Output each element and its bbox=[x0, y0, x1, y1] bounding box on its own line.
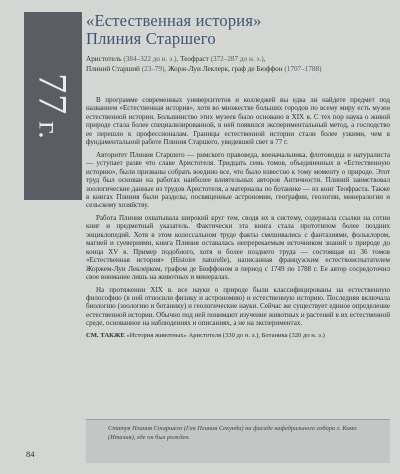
person-pliny: Плиний Старший bbox=[86, 65, 140, 73]
person-aristotle-dates: (384–322 до н. э.), bbox=[123, 55, 179, 63]
paragraph-2: Авторитет Плиния Старшего — римского правоведа, военачальника, флотоводца и натуралиста — уступает разве что славе Аристотеля. Тридцать семь томов, объединенных в «Естественную историю», были призваны собрать воедино все, что было известно к тому моменту о природе. Этот труд был основан на работах наиболее влиятельных авторов Античности. Плиний заимствовал зоологические данные из трудов Аристотеля, а материалы по ботанике — из книг Теофраста. Также в книгах Плиния были разделы, посвященные астрономии, географии, геологии, минералогии и сельскому хозяйству. bbox=[86, 150, 390, 210]
title-line-1: «Естественная история» bbox=[86, 11, 262, 30]
person-theophrastus-dates: (372–287 до н. э.), bbox=[210, 55, 266, 63]
persons-line-1 bbox=[86, 54, 392, 64]
year-side-tab bbox=[24, 12, 82, 200]
person-aristotle: Аристотель bbox=[86, 55, 122, 63]
person-buffon: Жорж-Луи Леклерк, граф де Бюффон bbox=[168, 65, 283, 73]
see-also bbox=[86, 332, 390, 340]
article-header bbox=[86, 12, 392, 74]
person-pliny-dates: (23–79), bbox=[141, 65, 167, 73]
article-title bbox=[86, 12, 392, 48]
page-number: 84 bbox=[26, 449, 35, 459]
article-body bbox=[86, 96, 390, 340]
image-caption: Статуя Плиния Старшего (Гая Плиния Секунда) на фасаде кафедрального собора г. Комо (Италия), где он был рожден. bbox=[108, 425, 357, 441]
see-also-label: СМ. ТАКЖЕ bbox=[86, 331, 125, 339]
paragraph-4: На протяжении XIX в. все науки о природе были классифицированы на естественную философию (в ней относили физику и астрономию) и естественную историю. Последняя включала биологию (зоологию и ботанику) и геологические науки. Сейчас же существует единое определение естественной истории. Обычно под ней понимают изучение животных и растений в их естественной среде, основанное на наблюдениях и описаниях, а не на экспериментах. bbox=[86, 285, 390, 328]
paragraph-1: В программе современных университетов и колледжей вы едва ли найдете предмет под названием «Естественная история», хотя во множестве больших городов по всему миру есть музеи естественной истории. Большинство этих музеев было основано в XIX в. С тех пор наука о живой природе стала более специализированной, в ней появился экспериментальный метод, а господство ее перешло к профессионалам. Границы естественной истории стали более узкими, чем в фундаментальной работе Плиния Старшего, увидевшей свет в 77 г. bbox=[86, 96, 390, 147]
year-label bbox=[30, 73, 77, 139]
paragraph-3: Работа Плиния охватывала широкий круг тем, сводя их в систему, содержала ссылки на сотни книг и предметный указатель. Фактически эта книга стала прототипом более поздних энциклопедий. Хотя в этом колоссальном труде факты смешивались с фантазиями, фольклором, магией и суевериями, книга Плиния оставалась непререкаемым источником знаний о природе до конца XV в. Пример подобного, хотя и более позднего труда — состоящая из 36 томов «Естественная история» (Histoire naturelle), написанная французским естествоиспытателем Жоржем-Луи Леклерком, графом де Бюффоном в период с 1749 по 1788 г. Ее автор сосредоточил свое внимание лишь на животных и минералах. bbox=[86, 213, 390, 282]
person-theophrastus: Теофраст bbox=[180, 55, 209, 63]
caption-box bbox=[86, 419, 390, 463]
person-buffon-dates: (1707–1788) bbox=[284, 65, 322, 73]
persons-list bbox=[86, 54, 392, 74]
year-suffix: г. bbox=[32, 120, 66, 140]
persons-line-2 bbox=[86, 64, 392, 74]
year-number: 77 bbox=[30, 72, 76, 115]
see-also-text: «История животных» Аристотеля (330 до н. э.), Ботаника (320 до н. э.) bbox=[126, 331, 325, 339]
title-line-2: Плиния Старшего bbox=[86, 29, 216, 48]
